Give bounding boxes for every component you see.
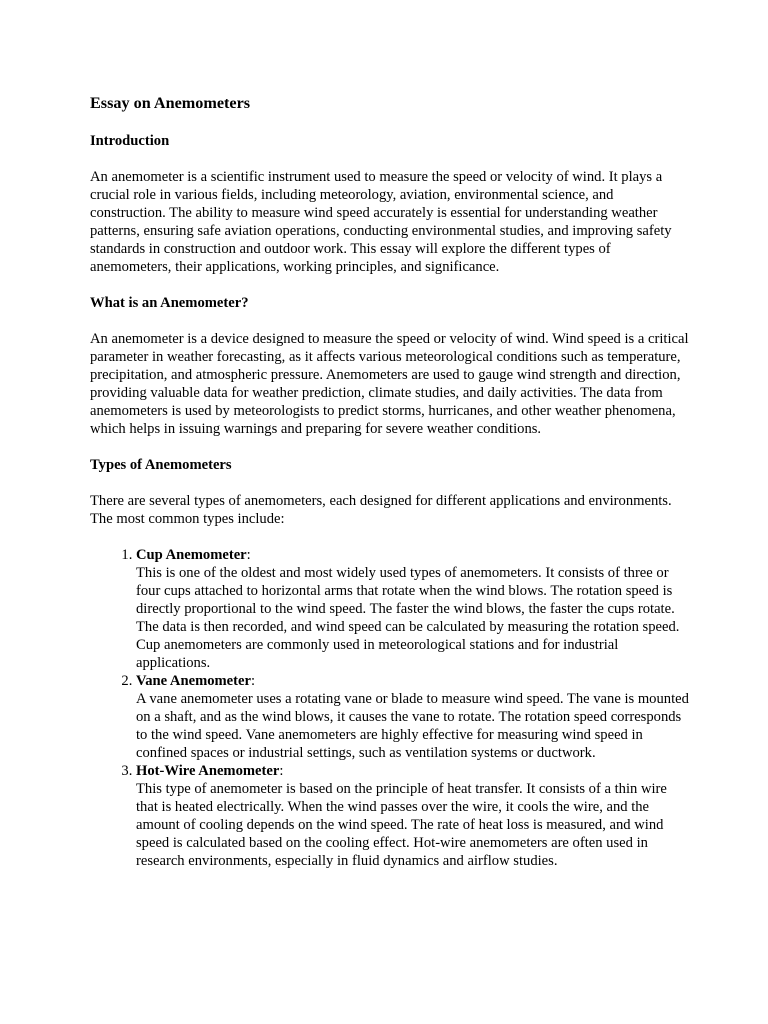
list-item-description: This is one of the oldest and most widely used types of anemometers. It consists of three or four cups attached to horizontal arms that rotate when the wind blows. The rotation speed is directly proportional to the wind speed. The faster the wind blows, the faster the cups rotate. The data is then recorded, and wind speed can be calculated by measuring the rotation speed. Cup anemometers are commonly used in meteorological stations and for industrial applications. [136,565,680,671]
what-is-heading: What is an Anemometer? [90,295,249,311]
list-item-vane: 2. Vane Anemometer: A vane anemometer uses a rotating vane or blade to measure wind speed. The vane is mounted on a shaft, and as the wind blows, it causes the vane to rotate. The rotation speed corresponds to the wind speed. Vane anemometers are highly effective for measuring wind speed in confined spaces or industrial settings, such as ventilation systems or ductwork. [136,672,690,762]
list-item-hot-wire: 3. Hot-Wire Anemometer: This type of anemometer is based on the principle of heat transfer. It consists of a thin wire that is heated electrically. When the wind passes over the wire, it cools the wire, and the amount of cooling depends on the wind speed. The rate of heat loss is measured, and wind speed is calculated based on the cooling effect. Hot-wire anemometers are often used in research environments, especially in fluid dynamics and airflow studies. [136,762,690,870]
what-is-paragraph: An anemometer is a device designed to measure the speed or velocity of wind. Wind speed is a critical parameter in weather forecasting, as it affects various meteorological conditions such as temperature, precipitation, and atmospheric pressure. Anemometers are used to gauge wind strength and direction, providing valuable data for weather prediction, climate studies, and daily activities. The data from anemometers is used by meteorologists to predict storms, hurricanes, and other weather phenomena, which helps in issuing warnings and preparing for severe weather conditions. [90,331,689,437]
essay-title: Essay on Anemometers [90,94,251,112]
introduction-heading: Introduction [90,133,170,149]
list-item-title: Vane Anemometer [136,673,251,689]
list-item-title: Hot-Wire Anemometer [136,763,280,779]
list-item-title: Cup Anemometer [136,547,247,563]
list-item-cup: 1. Cup Anemometer: This is one of the oldest and most widely used types of anemometers. It consists of three or four cups attached to horizontal arms that rotate when the wind blows. The rotation speed is directly proportional to the wind speed. The faster the wind blows, the faster the cups rotate. The data is then recorded, and wind speed can be calculated by measuring the rotation speed. Cup anemometers are commonly used in meteorological stations and for industrial applications. [136,546,690,672]
types-list [90,546,690,870]
types-heading: Types of Anemometers [90,457,232,473]
list-item-description: This type of anemometer is based on the principle of heat transfer. It consists of a thin wire that is heated electrically. When the wind passes over the wire, it cools the wire, and the amount of cooling depends on the wind speed. The rate of heat loss is measured, and wind speed is calculated based on the cooling effect. Hot-wire anemometers are often used in research environments, especially in fluid dynamics and airflow studies. [136,781,667,869]
types-intro-paragraph: There are several types of anemometers, each designed for different applications and environments. The most common types include: [90,493,672,527]
introduction-paragraph: An anemometer is a scientific instrument used to measure the speed or velocity of wind. It plays a crucial role in various fields, including meteorology, aviation, environmental science, and construction. The ability to measure wind speed accurately is essential for understanding weather patterns, ensuring safe aviation operations, conducting environmental studies, and improving safety standards in construction and outdoor work. This essay will explore the different types of anemometers, their applications, working principles, and significance. [90,169,672,275]
document-page [90,92,690,870]
list-item-description: A vane anemometer uses a rotating vane or blade to measure wind speed. The vane is mounted on a shaft, and as the wind blows, it causes the vane to rotate. The rotation speed corresponds to the wind speed. Vane anemometers are highly effective for measuring wind speed in confined spaces or industrial settings, such as ventilation systems or ductwork. [136,691,689,761]
